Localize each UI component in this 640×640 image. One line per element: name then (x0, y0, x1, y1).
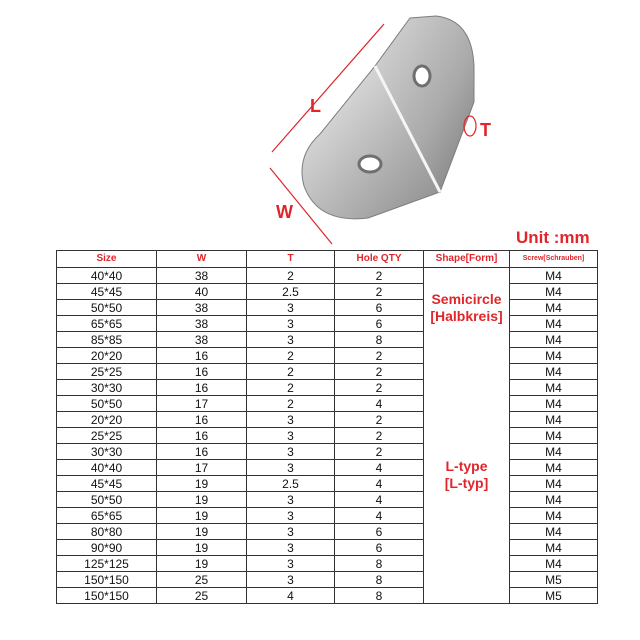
cell-w: 38 (157, 332, 247, 348)
header-t: T (247, 251, 335, 268)
header-hole-qty: Hole QTY (335, 251, 424, 268)
cell-screw: M5 (510, 572, 598, 588)
shape-ltype-label-de: [L-typ] (444, 475, 489, 492)
cell-size: 85*85 (57, 332, 157, 348)
table-row (57, 412, 598, 428)
cell-size: 125*125 (57, 556, 157, 572)
table-row (57, 444, 598, 460)
cell-w: 16 (157, 428, 247, 444)
cell-w: 38 (157, 316, 247, 332)
cell-t: 3 (247, 300, 335, 316)
table-row (57, 556, 598, 572)
table-row (57, 524, 598, 540)
cell-size: 40*40 (57, 268, 157, 284)
cell-t: 3 (247, 412, 335, 428)
label-w: W (276, 202, 293, 222)
cell-hole-qty: 4 (335, 460, 424, 476)
table-row (57, 284, 598, 300)
cell-t: 3 (247, 572, 335, 588)
cell-w: 19 (157, 540, 247, 556)
cell-size: 80*80 (57, 524, 157, 540)
cell-hole-qty: 2 (335, 268, 424, 284)
cell-w: 17 (157, 460, 247, 476)
cell-hole-qty: 2 (335, 444, 424, 460)
cell-t: 3 (247, 540, 335, 556)
cell-hole-qty: 4 (335, 476, 424, 492)
cell-size: 25*25 (57, 364, 157, 380)
cell-hole-qty: 6 (335, 524, 424, 540)
cell-screw: M4 (510, 300, 598, 316)
table-row (57, 396, 598, 412)
table-row (57, 588, 598, 604)
shape-ltype-cell (424, 348, 510, 604)
cell-size: 45*45 (57, 284, 157, 300)
cell-t: 2 (247, 396, 335, 412)
l-bracket-illustration (250, 6, 510, 246)
header-row (57, 251, 598, 268)
cell-w: 16 (157, 348, 247, 364)
table-row (57, 572, 598, 588)
cell-hole-qty: 4 (335, 492, 424, 508)
cell-w: 19 (157, 508, 247, 524)
cell-t: 3 (247, 316, 335, 332)
cell-t: 3 (247, 492, 335, 508)
shape-semicircle-label: Semicircle (431, 290, 502, 307)
cell-screw: M4 (510, 332, 598, 348)
cell-t: 2.5 (247, 476, 335, 492)
cell-screw: M4 (510, 492, 598, 508)
cell-hole-qty: 2 (335, 380, 424, 396)
cell-hole-qty: 6 (335, 300, 424, 316)
cell-w: 16 (157, 380, 247, 396)
unit-label: Unit :mm (516, 228, 590, 247)
cell-w: 16 (157, 412, 247, 428)
cell-hole-qty: 2 (335, 284, 424, 300)
table-row (57, 508, 598, 524)
cell-hole-qty: 2 (335, 348, 424, 364)
header-size: Size (57, 251, 157, 268)
cell-t: 4 (247, 588, 335, 604)
table-row (57, 348, 598, 364)
cell-w: 19 (157, 492, 247, 508)
cell-screw: M4 (510, 284, 598, 300)
cell-t: 3 (247, 524, 335, 540)
cell-size: 40*40 (57, 460, 157, 476)
cell-w: 25 (157, 572, 247, 588)
table-row (57, 492, 598, 508)
cell-hole-qty: 8 (335, 332, 424, 348)
table-row (57, 540, 598, 556)
cell-w: 40 (157, 284, 247, 300)
table-row (57, 268, 598, 284)
header-screw: Screw[Schrauben] (510, 251, 598, 268)
cell-w: 16 (157, 444, 247, 460)
label-l: L (310, 96, 321, 116)
cell-w: 16 (157, 364, 247, 380)
cell-t: 2 (247, 364, 335, 380)
cell-screw: M4 (510, 396, 598, 412)
cell-t: 3 (247, 556, 335, 572)
cell-hole-qty: 8 (335, 572, 424, 588)
cell-w: 19 (157, 556, 247, 572)
cell-screw: M5 (510, 588, 598, 604)
cell-hole-qty: 2 (335, 428, 424, 444)
shape-semicircle-cell (424, 268, 510, 348)
cell-hole-qty: 4 (335, 396, 424, 412)
shape-ltype-label: L-type (445, 458, 488, 475)
cell-size: 50*50 (57, 396, 157, 412)
cell-screw: M4 (510, 460, 598, 476)
cell-size: 30*30 (57, 380, 157, 396)
cell-w: 17 (157, 396, 247, 412)
cell-w: 19 (157, 524, 247, 540)
cell-size: 50*50 (57, 300, 157, 316)
cell-size: 50*50 (57, 492, 157, 508)
cell-w: 38 (157, 300, 247, 316)
table-row (57, 316, 598, 332)
cell-w: 19 (157, 476, 247, 492)
cell-t: 3 (247, 444, 335, 460)
cell-t: 3 (247, 428, 335, 444)
cell-t: 2 (247, 348, 335, 364)
header-w: W (157, 251, 247, 268)
cell-screw: M4 (510, 508, 598, 524)
cell-screw: M4 (510, 444, 598, 460)
table-row (57, 428, 598, 444)
cell-screw: M4 (510, 380, 598, 396)
cell-hole-qty: 2 (335, 364, 424, 380)
cell-size: 65*65 (57, 316, 157, 332)
cell-hole-qty: 6 (335, 316, 424, 332)
cell-screw: M4 (510, 428, 598, 444)
cell-size: 150*150 (57, 588, 157, 604)
label-t: T (480, 120, 491, 140)
cell-screw: M4 (510, 268, 598, 284)
cell-screw: M4 (510, 412, 598, 428)
cell-size: 150*150 (57, 572, 157, 588)
cell-t: 3 (247, 332, 335, 348)
cell-size: 30*30 (57, 444, 157, 460)
cell-size: 25*25 (57, 428, 157, 444)
cell-screw: M4 (510, 540, 598, 556)
cell-size: 20*20 (57, 348, 157, 364)
cell-screw: M4 (510, 524, 598, 540)
thickness-marker (464, 116, 476, 136)
header-shape: Shape[Form] (424, 251, 510, 268)
table-row (57, 364, 598, 380)
cell-t: 3 (247, 508, 335, 524)
cell-screw: M4 (510, 348, 598, 364)
table-row (57, 476, 598, 492)
table-row (57, 300, 598, 316)
cell-screw: M4 (510, 316, 598, 332)
cell-w: 38 (157, 268, 247, 284)
table-row (57, 460, 598, 476)
cell-screw: M4 (510, 556, 598, 572)
table-row (57, 332, 598, 348)
cell-size: 65*65 (57, 508, 157, 524)
cell-t: 2.5 (247, 284, 335, 300)
cell-screw: M4 (510, 476, 598, 492)
cell-hole-qty: 8 (335, 556, 424, 572)
shape-semicircle-label-de: [Halbkreis] (430, 307, 503, 324)
cell-t: 3 (247, 460, 335, 476)
cell-size: 45*45 (57, 476, 157, 492)
hole-upper (414, 66, 430, 86)
cell-t: 2 (247, 380, 335, 396)
cell-hole-qty: 6 (335, 540, 424, 556)
hole-lower (359, 156, 381, 172)
cell-screw: M4 (510, 364, 598, 380)
cell-hole-qty: 4 (335, 508, 424, 524)
cell-size: 20*20 (57, 412, 157, 428)
cell-w: 25 (157, 588, 247, 604)
cell-t: 2 (247, 268, 335, 284)
cell-hole-qty: 2 (335, 412, 424, 428)
spec-table (56, 250, 598, 604)
cell-size: 90*90 (57, 540, 157, 556)
table-row (57, 380, 598, 396)
cell-hole-qty: 8 (335, 588, 424, 604)
